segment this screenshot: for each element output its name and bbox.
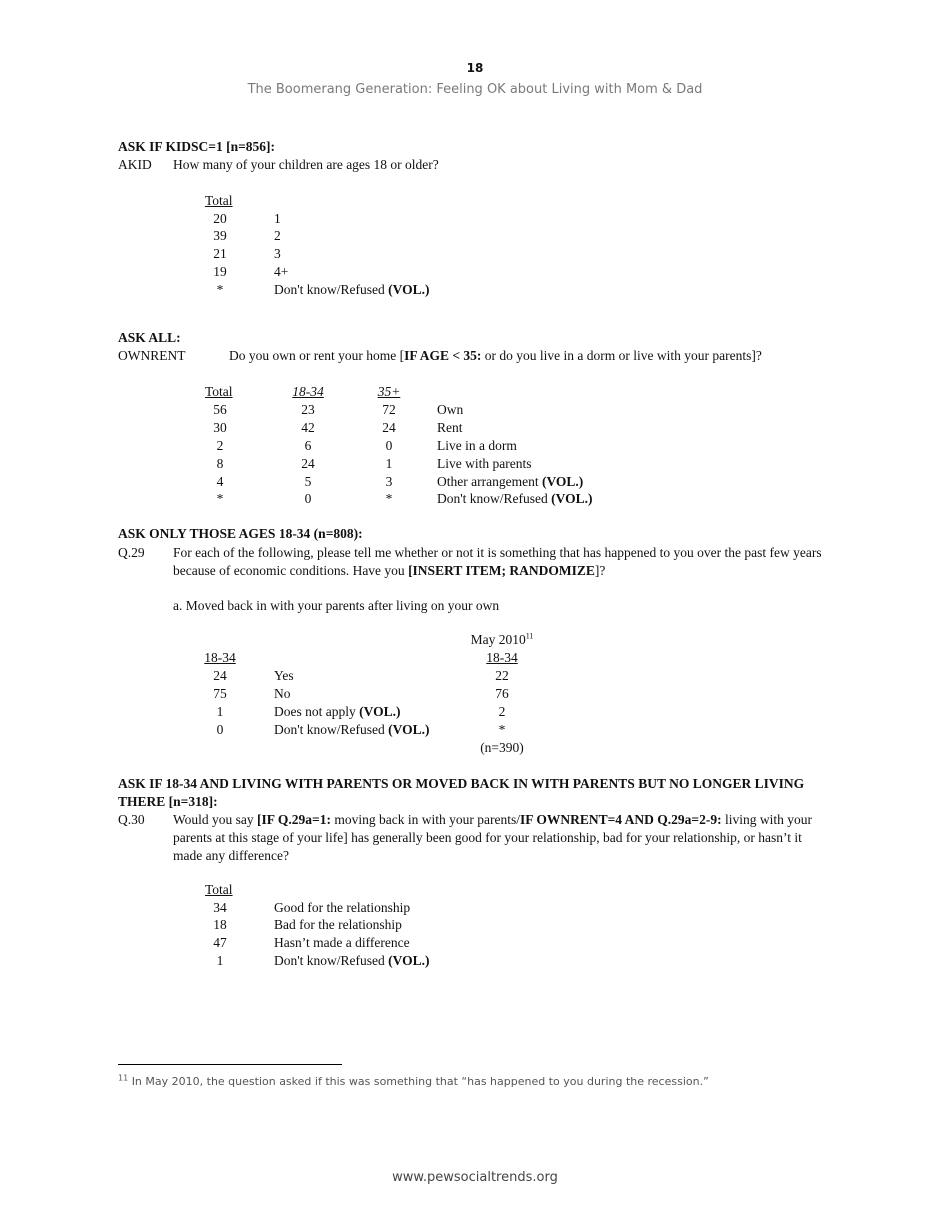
q29-row-may: *: [498, 722, 506, 737]
ownrent-col-total: Total: [205, 384, 233, 399]
vol-tag: (VOL.): [388, 722, 430, 737]
q29-row-18-34: 75: [213, 686, 227, 701]
akid-question: How many of your children are ages 18 or older?: [173, 157, 439, 172]
ownrent-row-label: Own: [437, 402, 464, 417]
akid-row-label: 2: [274, 228, 281, 243]
q29-qid: Q.29: [118, 545, 145, 560]
footnote-marker: 11: [118, 1073, 129, 1083]
ownrent-qid: OWNRENT: [118, 348, 186, 363]
akid-row-total: 20: [213, 211, 227, 226]
q29-row-18-34: 24: [213, 668, 227, 683]
ownrent-row-total: 8: [216, 456, 224, 471]
row-label-text: Don't know/Refused: [274, 722, 385, 737]
footnote: [118, 1075, 709, 1088]
ownrent-row-35plus: 0: [385, 438, 393, 453]
question-text: Do you own or rent your home [: [229, 348, 405, 363]
q29-row-label: No: [274, 686, 291, 701]
question-text: or do you live in a dorm or live with your parents]?: [481, 348, 762, 363]
question-instruction: [INSERT ITEM; RANDOMIZE: [408, 563, 595, 578]
q30-row-label: Hasn’t made a difference: [274, 935, 410, 950]
ownrent-row-label: Rent: [437, 420, 463, 435]
q30-row-total: 34: [213, 900, 227, 915]
ownrent-row-total: *: [216, 491, 224, 506]
q30-row-label: Bad for the relationship: [274, 917, 402, 932]
q30-row-label: [274, 953, 430, 969]
footnote-text: In May 2010, the question asked if this was something that “has happened to you during the recession.”: [131, 1075, 709, 1088]
ownrent-filter: ASK ALL:: [118, 330, 181, 345]
question-condition: IF OWNRENT=4 AND Q.29a=2-9:: [519, 812, 722, 827]
akid-row-total: 39: [213, 228, 227, 243]
akid-row-label: 3: [274, 246, 281, 261]
ownrent-row-total: 56: [213, 402, 227, 417]
akid-row-total: 21: [213, 246, 227, 261]
q30-row-label: Good for the relationship: [274, 900, 411, 915]
ownrent-row-label: Live in a dorm: [437, 438, 517, 453]
row-label-text: Don't know/Refused: [437, 491, 548, 506]
footnote-ref: 11: [525, 631, 534, 641]
ownrent-row-35plus: 1: [385, 456, 393, 471]
row-label-text: Don't know/Refused: [274, 953, 385, 968]
ownrent-question: [229, 348, 762, 364]
question-text: ]?: [594, 563, 606, 578]
ownrent-row-35plus: *: [385, 491, 393, 506]
q29-col-18-34: 18-34: [204, 650, 236, 665]
question-condition: [IF Q.29a=1:: [257, 812, 331, 827]
ownrent-row-18-34: 24: [301, 456, 315, 471]
ownrent-row-18-34: 23: [301, 402, 315, 417]
ownrent-row-total: 2: [216, 438, 224, 453]
q30-row-total: 18: [213, 917, 227, 932]
page-header-title: The Boomerang Generation: Feeling OK about Living with Mom & Dad: [247, 82, 703, 97]
ownrent-row-label: [437, 474, 583, 490]
row-label-text: Don't know/Refused: [274, 282, 385, 297]
q29-row-label: [274, 722, 430, 738]
ownrent-row-35plus: 24: [382, 420, 396, 435]
q29-sample-size: (n=390): [480, 740, 524, 755]
ownrent-col-35plus: 35+: [377, 384, 401, 399]
vol-tag: (VOL.): [388, 282, 430, 297]
akid-col-total: Total: [205, 193, 233, 208]
col-header-text: May 2010: [470, 632, 526, 647]
q30-filter: ASK IF 18-34 AND LIVING WITH PARENTS OR MOVED BACK IN WITH PARENTS BUT NO LONGER LIVING THERE [n=318]:: [118, 776, 805, 809]
q29-row-18-34: 1: [216, 704, 224, 719]
ownrent-row-18-34: 6: [304, 438, 312, 453]
footnote-divider: [118, 1064, 342, 1065]
ownrent-row-label: Live with parents: [437, 456, 532, 471]
vol-tag: (VOL.): [541, 474, 584, 489]
question-condition: IF AGE < 35:: [404, 348, 482, 363]
footer-url[interactable]: www.pewsocialtrends.org: [392, 1170, 558, 1185]
q29-question: [173, 544, 823, 580]
ownrent-row-total: 30: [213, 420, 227, 435]
q29-filter: ASK ONLY THOSE AGES 18-34 (n=808):: [118, 526, 363, 541]
ownrent-row-35plus: 72: [382, 402, 396, 417]
q29-row-18-34: 0: [216, 722, 224, 737]
q30-qid: Q.30: [118, 812, 145, 827]
ownrent-row-total: 4: [216, 474, 224, 489]
row-label-text: Other arrangement: [437, 474, 539, 489]
ownrent-row-18-34: 42: [301, 420, 315, 435]
akid-row-total: *: [216, 282, 224, 297]
ownrent-col-18-34: 18-34: [292, 384, 324, 399]
q29-row-label: [274, 704, 400, 720]
q30-question: [173, 811, 828, 865]
q29-item: a. Moved back in with your parents after living on your own: [173, 598, 500, 613]
question-text: living with your parents at this stage of your life] has generally been good for your relationship, bad for your relationship, or hasn’t it made any difference?: [173, 812, 812, 863]
ownrent-row-18-34: 0: [304, 491, 312, 506]
akid-qid: AKID: [118, 157, 152, 172]
question-text: For each of the following, please tell me whether or not it is something that has happened to you over the past few years because of economic conditions. Have you: [173, 545, 822, 578]
ownrent-row-18-34: 5: [304, 474, 312, 489]
vol-tag: (VOL.): [388, 953, 430, 968]
q29-col-may-2010: [460, 632, 544, 648]
ownrent-row-35plus: 3: [385, 474, 393, 489]
q29-row-may: 2: [498, 704, 506, 719]
page-number: 18: [466, 61, 484, 75]
question-text: Would you say: [173, 812, 258, 827]
akid-row-label: [274, 282, 430, 298]
q29-col-may-18-34: 18-34: [486, 650, 518, 665]
question-text: moving back in with your parents/: [330, 812, 520, 827]
akid-row-total: 19: [213, 264, 227, 279]
q29-row-may: 22: [495, 668, 509, 683]
q30-row-total: 1: [216, 953, 224, 968]
q29-row-may: 76: [495, 686, 509, 701]
akid-row-label: 4+: [274, 264, 289, 279]
q30-row-total: 47: [213, 935, 227, 950]
ownrent-row-label: [437, 491, 593, 507]
vol-tag: (VOL.): [551, 491, 593, 506]
q29-row-label: Yes: [274, 668, 294, 683]
vol-tag: (VOL.): [359, 704, 401, 719]
q30-col-total: Total: [205, 882, 233, 897]
row-label-text: Does not apply: [274, 704, 356, 719]
akid-filter: ASK IF KIDSC=1 [n=856]:: [118, 139, 276, 154]
akid-row-label: 1: [274, 211, 281, 226]
